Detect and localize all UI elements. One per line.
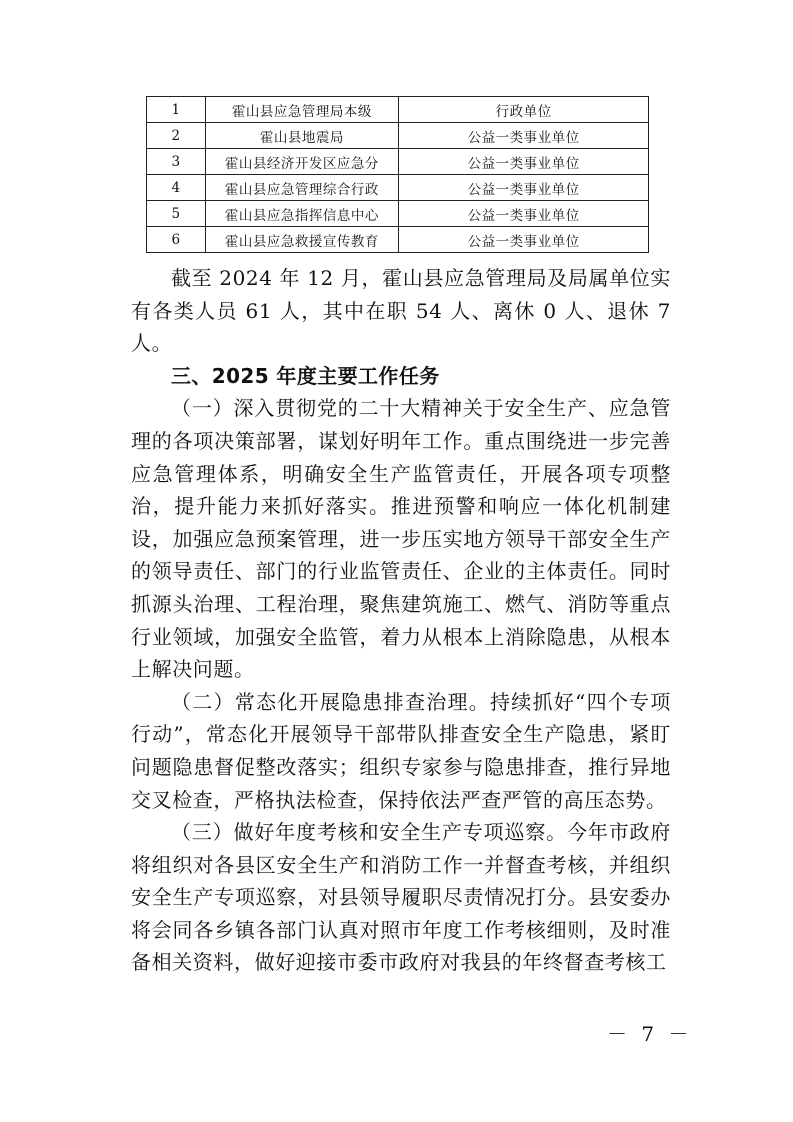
- body-text: [131, 262, 671, 979]
- unit-type: 公益一类事业单位: [399, 149, 649, 175]
- unit-name: 霍山县经济开发区应急分: [205, 149, 399, 175]
- staff-paragraph: 截至 2024 年 12 月，霍山县应急管理局及局属单位实有各类人员 61 人，其中在职 54 人、离休 0 人、退休 7 人。: [131, 266, 671, 356]
- unit-name: 霍山县应急管理局本级: [205, 97, 399, 123]
- page-number: － 7 －: [607, 1022, 693, 1046]
- table-row: [147, 149, 649, 175]
- row-number: 2: [147, 123, 206, 149]
- unit-type: 公益一类事业单位: [399, 123, 649, 149]
- unit-type: 公益一类事业单位: [399, 227, 649, 253]
- table-row: [147, 97, 649, 123]
- task-paragraph-1: （一）深入贯彻党的二十大精神关于安全生产、应急管理的各项决策部署，谋划好明年工作。重点围绕进一步完善应急管理体系，明确安全生产监管责任，开展各项专项整治，提升能力来抓好落实。推进预警和响应一体化机制建设，加强应急预案管理，进一步压实地方领导干部安全生产的领导责任、部门的行业监管责任、企业的主体责任。同时抓源头治理、工程治理，聚焦建筑施工、燃气、消防等重点行业领域，加强安全监管，着力从根本上消除隐患，从根本上解决问题。: [131, 396, 671, 682]
- table-row: [147, 201, 649, 227]
- unit-type: 行政单位: [399, 97, 649, 123]
- row-number: 6: [147, 227, 206, 253]
- section-heading: 三、2025 年度主要工作任务: [171, 363, 440, 388]
- task-paragraph-3: （三）做好年度考核和安全生产专项巡察。今年市政府将组织对各县区安全生产和消防工作一并督查考核，并组织安全生产专项巡察，对县领导履职尽责情况打分。县安委办将会同各乡镇各部门认真对照市年度工作考核细则，及时准备相关资料，做好迎接市委市政府对我县的年终督查考核工: [131, 820, 671, 975]
- table-row: [147, 123, 649, 149]
- unit-name: 霍山县地震局: [205, 123, 399, 149]
- units-table: [146, 96, 649, 253]
- table-row: [147, 227, 649, 253]
- task-paragraph-2: （二）常态化开展隐患排查治理。持续抓好“四个专项行动”，常态化开展领导干部带队排查安全生产隐患，紧盯问题隐患督促整改落实；组织专家参与隐患排查，推行异地交叉检查，严格执法检查，保持依法严查严管的高压态势。: [131, 689, 671, 812]
- row-number: 3: [147, 149, 206, 175]
- unit-name: 霍山县应急救援宣传教育: [205, 227, 399, 253]
- unit-name: 霍山县应急指挥信息中心: [205, 201, 399, 227]
- unit-type: 公益一类事业单位: [399, 175, 649, 201]
- row-number: 5: [147, 201, 206, 227]
- unit-type: 公益一类事业单位: [399, 201, 649, 227]
- row-number: 1: [147, 97, 206, 123]
- table-row: [147, 175, 649, 201]
- unit-name: 霍山县应急管理综合行政: [205, 175, 399, 201]
- row-number: 4: [147, 175, 206, 201]
